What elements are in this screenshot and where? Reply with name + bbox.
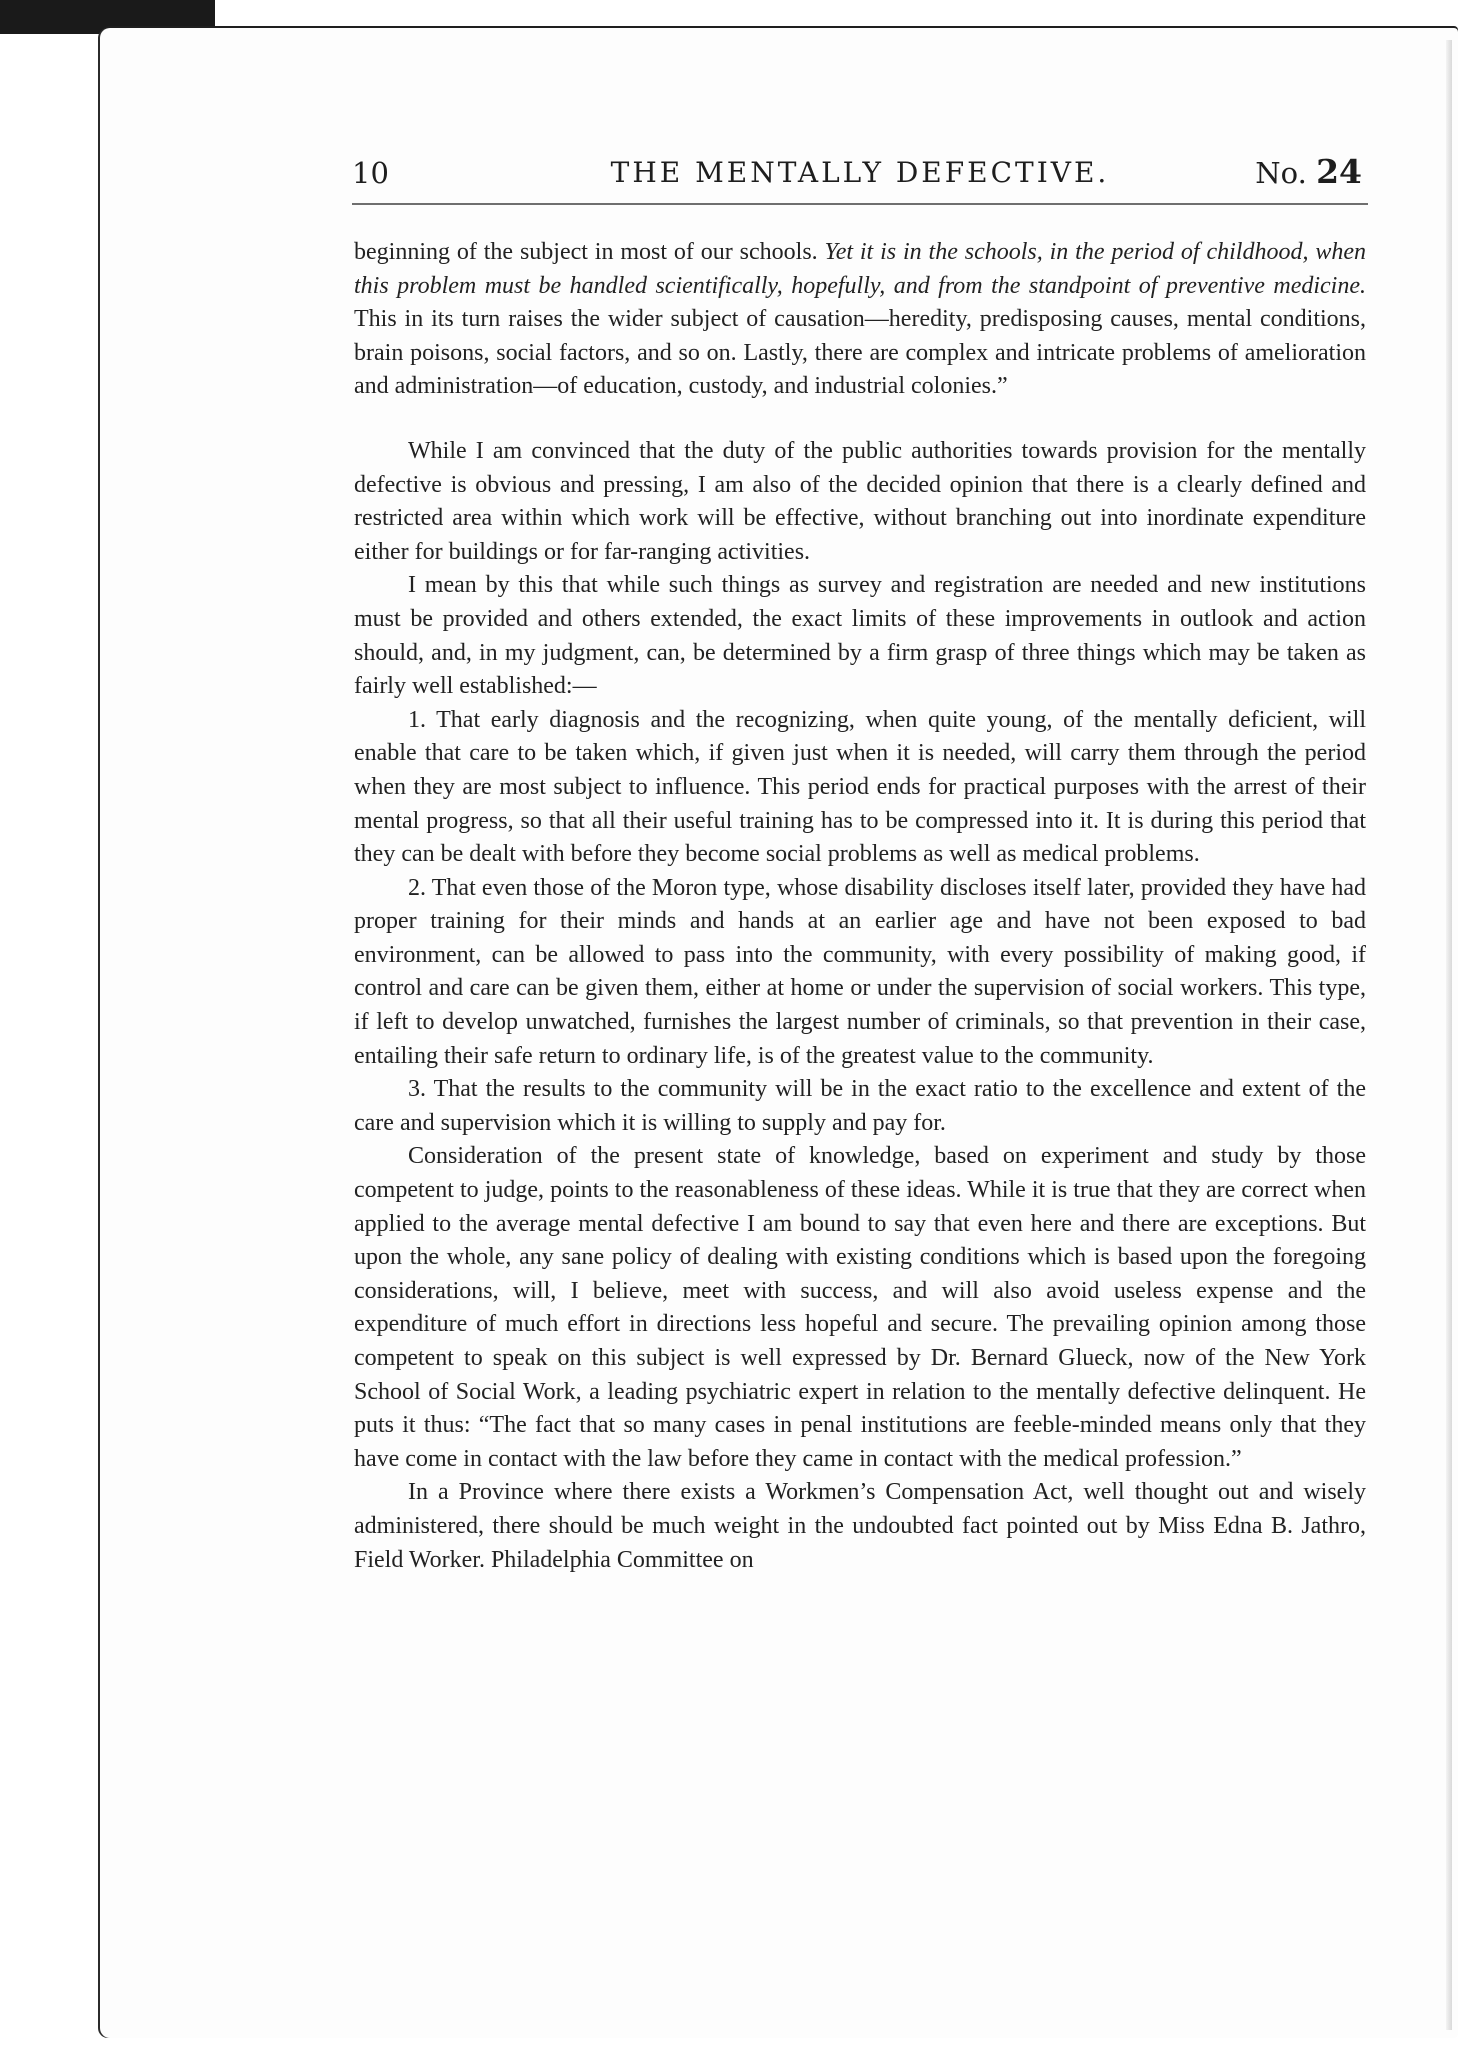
body-text: [354, 236, 1366, 1577]
paragraph-1-italic: Yet it is in the schools, in the period of childhood, when this problem must be handled scientifically, hopefully, and from the standpoint of preventive medicine.: [354, 239, 1367, 299]
paragraph-1-end: This in its turn raises the wider subject of causation—heredity, predisposing causes, mental conditions, brain poisons, social factors, and so on. Lastly, there are complex and intricate problems of amelioration and administration—of education, custody, and industrial colonies.”: [354, 306, 1366, 400]
page-header: [352, 150, 1368, 200]
paragraph-2: While I am convinced that the duty of the public authorities towards provision for the mentally defective is obvious and pressing, I am also of the decided opinion that there is a clearly defined and restricted area within which work will be effective, without branching out into inordinate expenditure either for buildings or for far-ranging activities.: [354, 437, 1366, 565]
paragraph-6: 3. That the results to the community will be in the exact ratio to the excellence and extent of the care and supervision which it is willing to supply and pay for.: [354, 1076, 1366, 1136]
page-number: 10: [352, 156, 389, 190]
issue-value: 24: [1316, 152, 1362, 191]
paragraph-8: In a Province where there exists a Workmen’s Compensation Act, well thought out and wisely administered, there should be much weight in the undoubted fact pointed out by Miss Edna B. Jathro, Field Worker. Philadelphia Committee on: [354, 1479, 1366, 1573]
page-edge-shadow: [1446, 40, 1452, 2030]
paragraph-7: Consideration of the present state of knowledge, based on experiment and study by those competent to judge, points to the reasonableness of these ideas. While it is true that they are correct when applied to the average mental defective I am bound to say that even here and there are exceptions. But upon the whole, any sane policy of dealing with existing conditions which is based upon the foregoing considerations, will, I believe, meet with success, and will also avoid useless expense and the expenditure of much effort in directions less hopeful and secure. The prevailing opinion among those competent to speak on this subject is well expressed by Dr. Bernard Glueck, now of the New York School of Social Work, a leading psychiatric expert in relation to the mentally defective delinquent. He puts it thus: “The fact that so many cases in penal institutions are feeble-minded means only that they have come in contact with the law before they came in contact with the medical profession.”: [354, 1143, 1366, 1472]
paragraph-5: 2. That even those of the Moron type, whose disability discloses itself later, provided they have had proper training for their minds and hands at an earlier age and have not been exposed to bad environment, can be allowed to pass into the community, with every possibility of making good, if control and care can be given them, either at home or under the supervision of social workers. This type, if left to develop unwatched, furnishes the largest number of criminals, so that prevention in their case, entailing their safe return to ordinary life, is of the greatest value to the community.: [354, 874, 1366, 1069]
paragraph-1-start: beginning of the subject in most of our schools.: [354, 239, 825, 265]
paragraph-3: I mean by this that while such things as survey and registration are needed and new institutions must be provided and others extended, the exact limits of these improvements in outlook and action should, and, in my judgment, can, be determined by a firm grasp of three things which may be taken as fairly well established:—: [354, 572, 1366, 700]
issue-prefix: No.: [1255, 156, 1307, 190]
running-title: THE MENTALLY DEFECTIVE.: [610, 156, 1110, 189]
header-rule: [352, 203, 1368, 205]
issue-number: [1255, 152, 1362, 191]
paragraph-1: [354, 236, 1366, 404]
paragraph-4: 1. That early diagnosis and the recognizing, when quite young, of the mentally deficient, will enable that care to be taken which, if given just when it is needed, will carry them through the period when they are most subject to influence. This period ends for practical purposes with the arrest of their mental progress, so that all their useful training has to be compressed into it. It is during this period that they can be dealt with before they become social problems as well as medical problems.: [354, 706, 1366, 868]
